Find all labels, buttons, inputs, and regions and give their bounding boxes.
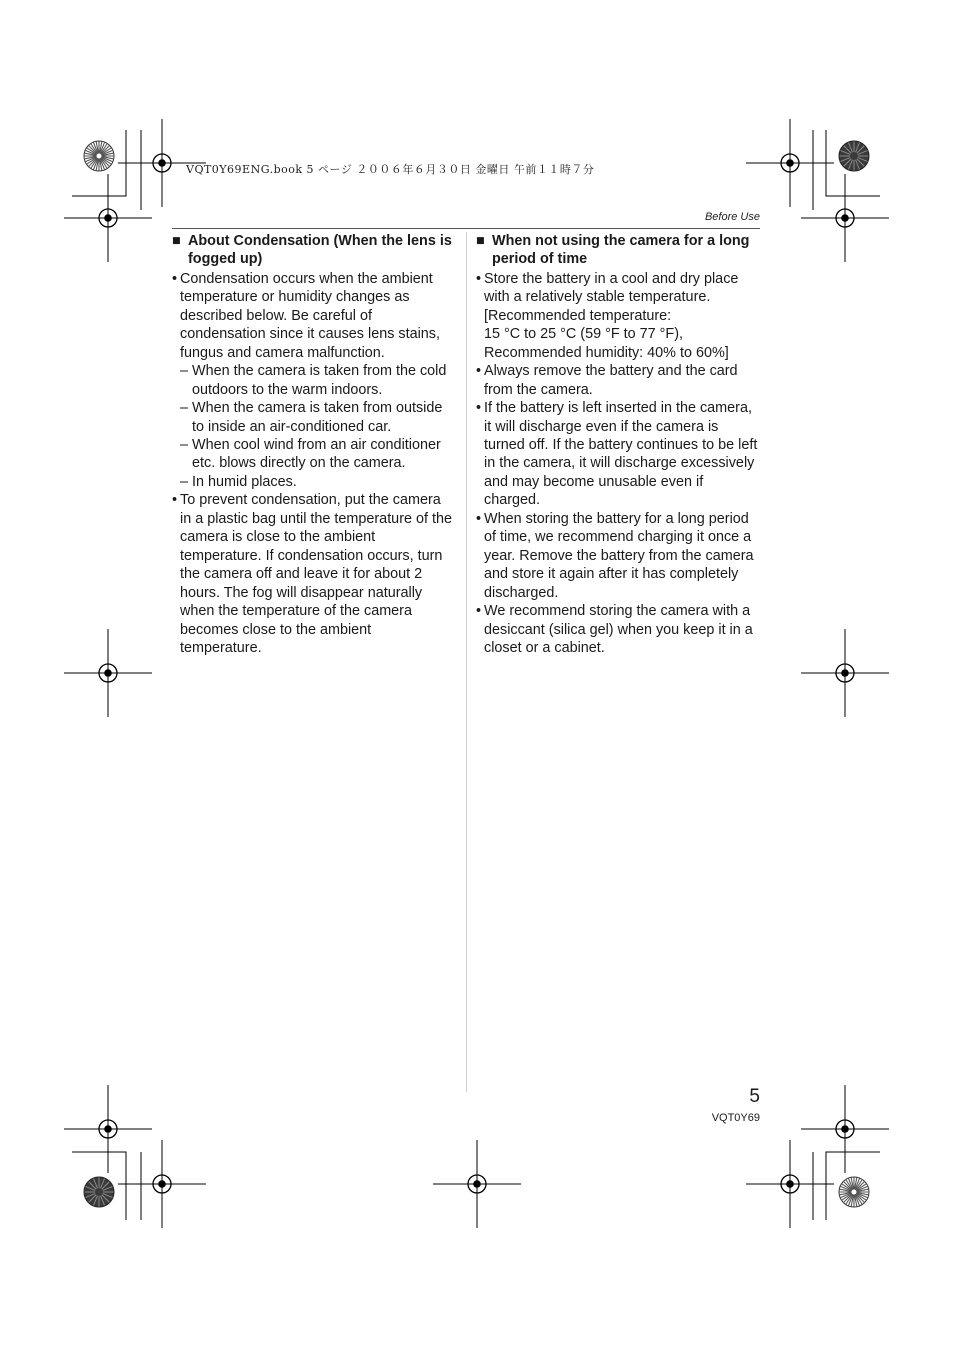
list-item	[476, 362, 762, 399]
list-item	[476, 510, 762, 602]
sub-list-item	[172, 399, 455, 436]
square-bullet-icon: ■	[476, 233, 485, 249]
heading-text: About Condensation (When the lens is fogged up)	[188, 233, 452, 268]
sub-list-item	[172, 362, 455, 399]
header-rule	[172, 228, 760, 229]
sub-list-item-text: When cool wind from an air conditioner etc. blows directly on the camera.	[192, 436, 441, 472]
right-column	[476, 232, 762, 657]
list-item	[172, 270, 455, 362]
list-item-text: When storing the battery for a long period of time, we recommend charging it once a year. Remove the battery from the camera and store it again after it has completely discharged.	[484, 510, 754, 601]
sub-list-item-text: When the camera is taken from the cold outdoors to the warm indoors.	[192, 363, 447, 398]
list-item-text: To prevent condensation, put the camera in a plastic bag until the temperature of the camera is close to the ambient temperature. If condensation occurs, turn the camera off and leave it for about 2 hours. The fog will disappear naturally when the temperature of the camera becomes close to the ambient temperature.	[180, 492, 452, 656]
bullet-icon: •	[476, 603, 482, 620]
dash-icon: –	[180, 363, 189, 380]
list-item-line: 15 °C to 25 °C (59 °F to 77 °F),	[484, 326, 683, 343]
list-item-line: Store the battery in a cool and dry place with a relatively stable temperature.	[484, 270, 739, 306]
square-bullet-icon: ■	[172, 233, 181, 249]
list-item	[476, 399, 762, 510]
column-divider	[466, 232, 467, 1092]
list-item-line: [Recommended temperature:	[484, 307, 672, 324]
dash-icon: –	[180, 400, 189, 417]
bullet-icon: •	[476, 510, 482, 527]
bullet-icon: •	[172, 492, 178, 509]
page-number: 5	[749, 1086, 760, 1107]
left-column	[172, 232, 455, 657]
bullet-icon: •	[476, 363, 482, 380]
dash-icon: –	[180, 436, 189, 453]
sub-list-item	[172, 473, 455, 491]
list-item-text: Always remove the battery and the card from the camera.	[484, 363, 738, 398]
list-item-text: We recommend storing the camera with a desiccant (silica gel) when you keep it in a closet or a cabinet.	[484, 603, 753, 656]
condensation-heading	[172, 232, 455, 269]
sub-list-item-text: When the camera is taken from outside to inside an air-conditioned car.	[192, 400, 443, 435]
bullet-icon: •	[476, 400, 482, 417]
list-item-text: If the battery is left inserted in the camera, it will discharge even if the camera is turned off. If the battery continues to be left in the camera, it will discharge excessively and may become unusable even if charged.	[484, 400, 758, 509]
print-slug: VQT0Y69ENG.book 5 ページ ２００６年６月３０日 金曜日 午前１１時７分	[186, 163, 595, 176]
heading-text: When not using the camera for a long period of time	[492, 233, 750, 268]
dash-icon: –	[180, 473, 189, 490]
list-item-line: Recommended humidity: 40% to 60%]	[484, 344, 729, 361]
section-label: Before Use	[704, 211, 760, 223]
sub-list-item	[172, 436, 455, 473]
sub-list-item-text: In humid places.	[192, 473, 297, 490]
list-item	[172, 491, 455, 657]
bullet-icon: •	[476, 270, 482, 287]
list-item	[476, 270, 762, 362]
list-item-text: Condensation occurs when the ambient temperature or humidity changes as described below. Be careful of condensation since it causes lens stains, fungus and camera malfunction.	[180, 270, 440, 361]
bullet-icon: •	[172, 270, 178, 287]
list-item	[476, 602, 762, 657]
storage-heading	[476, 232, 762, 269]
document-code: VQT0Y69	[711, 1112, 760, 1124]
